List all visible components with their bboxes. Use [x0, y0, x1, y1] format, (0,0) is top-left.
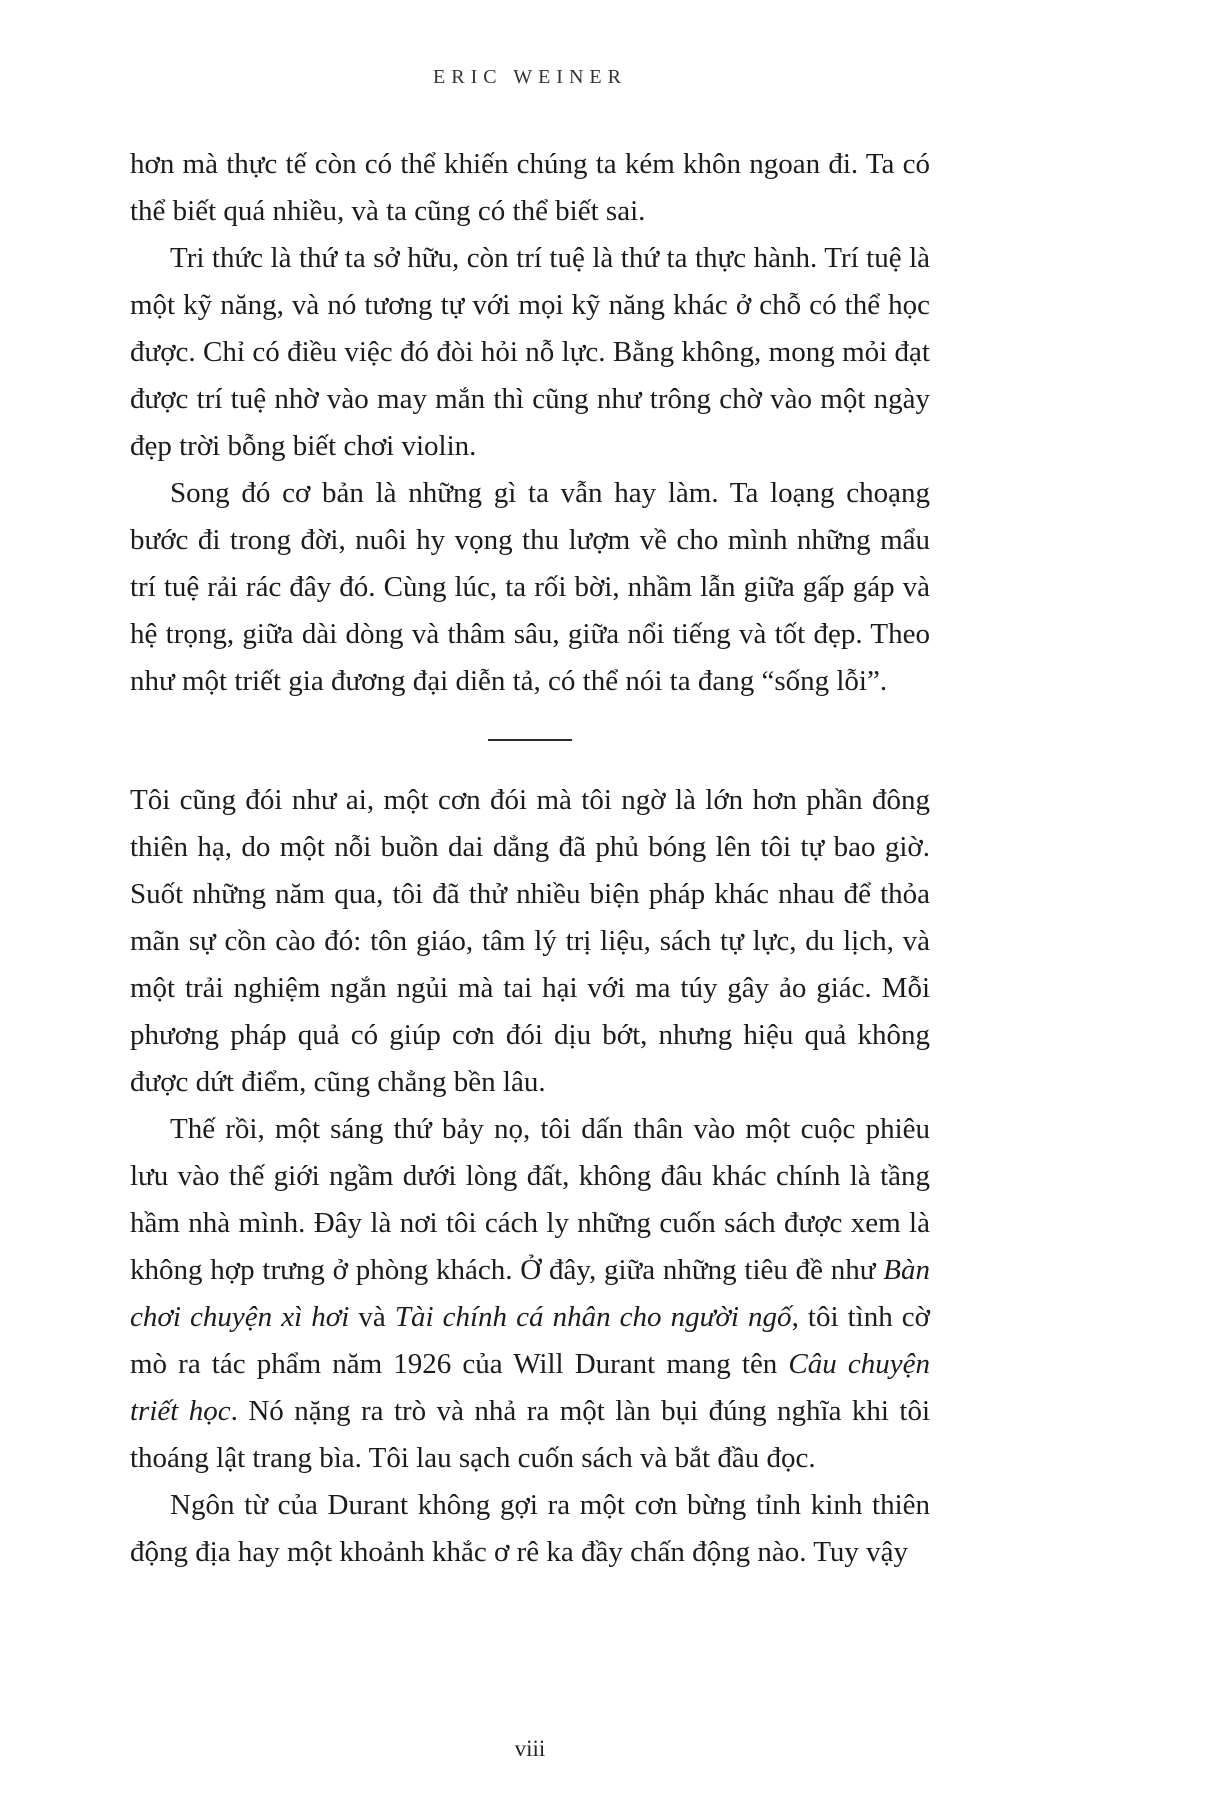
text-segment: Ngôn từ của Durant không gợi ra một cơn bừng tỉnh kinh thiên động địa hay một khoảnh khắc ơ rê ka đầy chấn động nào. Tuy vậy [130, 1489, 930, 1568]
paragraph [130, 141, 930, 235]
text-segment: Tôi cũng đói như ai, một cơn đói mà tôi ngờ là lớn hơn phần đông thiên hạ, do một nỗi buồn dai dẳng đã phủ bóng lên tôi tự bao giờ. Suốt những năm qua, tôi đã thử nhiều biện pháp khác nhau để thỏa mãn sự cồn cào đó: tôn giáo, tâm lý trị liệu, sách tự lực, du lịch, và một trải nghiệm ngắn ngủi mà tai hại với ma túy gây ảo giác. Mỗi phương pháp quả có giúp cơn đói dịu bớt, nhưng hiệu quả không được dứt điểm, cũng chẳng bền lâu. [130, 784, 930, 1098]
page-number: viii [514, 1736, 546, 1761]
text-segment: Song đó cơ bản là những gì ta vẫn hay làm. Ta loạng choạng bước đi trong đời, nuôi hy vọng thu lượm về cho mình những mẩu trí tuệ rải rác đây đó. Cùng lúc, ta rối bời, nhầm lẫn giữa gấp gáp và hệ trọng, giữa dài dòng và thâm sâu, giữa nổi tiếng và tốt đẹp. Theo như một triết gia đương đại diễn tả, có thể nói ta đang “sống lỗi”. [130, 477, 930, 697]
running-header: ERIC WEINER [433, 66, 627, 88]
book-title-italic: Tài chính cá nhân cho người ngố [394, 1301, 792, 1333]
paragraph [130, 235, 930, 470]
paragraph [130, 470, 930, 705]
text-segment: Tri thức là thứ ta sở hữu, còn trí tuệ là thứ ta thực hành. Trí tuệ là một kỹ năng, và nó tương tự với mọi kỹ năng khác ở chỗ có thể học được. Chỉ có điều việc đó đòi hỏi nỗ lực. Bằng không, mong mỏi đạt được trí tuệ nhờ vào may mắn thì cũng như trông chờ vào một ngày đẹp trời bỗng biết chơi violin. [130, 242, 930, 462]
paragraph [130, 1106, 930, 1482]
book-page [130, 0, 930, 1812]
paragraph [130, 777, 930, 1106]
text-segment: và [349, 1301, 395, 1333]
book-title-italic: Bàn chơi chuyện xì hơi [130, 1254, 930, 1333]
text-segment: , tôi tình cờ mò ra tác phẩm năm 1926 của Will Durant mang tên [130, 1301, 931, 1380]
text-segment: . Nó nặng ra trò và nhả ra một làn bụi đúng nghĩa khi tôi thoáng lật trang bìa. Tôi lau sạch cuốn sách và bắt đầu đọc. [130, 1395, 931, 1474]
book-title-italic: Câu chuyện triết học [130, 1348, 930, 1427]
text-segment: Thế rồi, một sáng thứ bảy nọ, tôi dấn thân vào một cuộc phiêu lưu vào thế giới ngầm dưới lòng đất, không đâu khác chính là tầng hầm nhà mình. Đây là nơi tôi cách ly những cuốn sách được xem là không hợp trưng ở phòng khách. Ở đây, giữa những tiêu đề như [130, 1113, 930, 1286]
section-divider [488, 739, 572, 741]
body-text [130, 141, 930, 1576]
text-segment: hơn mà thực tế còn có thể khiến chúng ta kém khôn ngoan đi. Ta có thể biết quá nhiều, và ta cũng có thể biết sai. [130, 148, 930, 227]
paragraph [130, 1482, 930, 1576]
